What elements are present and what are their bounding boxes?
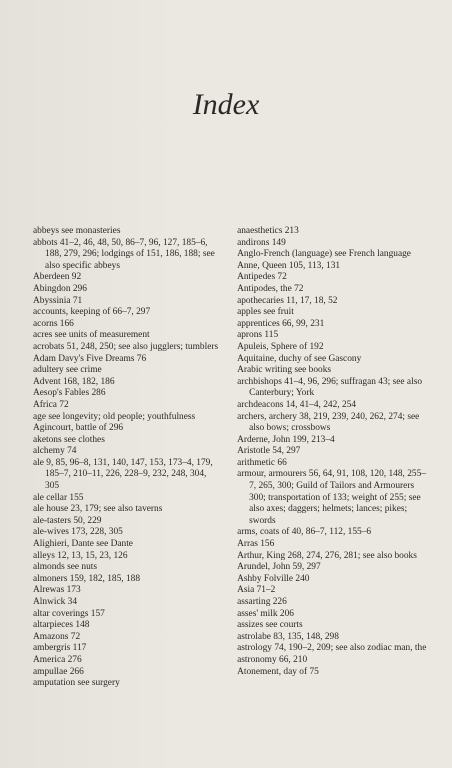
index-entry: astrology 74, 190–2, 209; see also zodiac man, the xyxy=(237,643,427,654)
index-entry: alchemy 74 xyxy=(33,446,77,457)
index-entry: age see longevity; old people; youthfulness xyxy=(33,411,196,422)
index-entry: adultery see crime xyxy=(33,365,102,376)
index-entry: Amazons 72 xyxy=(33,631,81,642)
index-column-left xyxy=(33,226,221,690)
index-entry: Adam Davy's Five Dreams 76 xyxy=(33,353,147,364)
index-entry: ale house 23, 179; see also taverns xyxy=(33,504,163,515)
index-entry: Arderne, John 199, 213–4 xyxy=(237,434,335,445)
index-entry: arms, coats of 40, 86–7, 112, 155–6 xyxy=(237,527,372,538)
index-entry: anaesthetics 213 xyxy=(237,226,299,236)
index-entry: aprons 115 xyxy=(237,330,279,341)
index-entry: apples see fruit xyxy=(237,307,294,318)
index-entry: amputation see surgery xyxy=(33,678,120,689)
index-entry: andirons 149 xyxy=(237,237,286,248)
index-entry: altar coverings 157 xyxy=(33,608,105,619)
index-entry: Antipodes, the 72 xyxy=(237,283,304,294)
index-columns xyxy=(33,226,433,690)
index-entry: archdeacons 14, 41–4, 242, 254 xyxy=(237,399,357,410)
index-entry: apothecaries 11, 17, 18, 52 xyxy=(237,295,338,306)
index-entry: Abyssinia 71 xyxy=(33,295,83,306)
index-entry: Arras 156 xyxy=(237,539,275,550)
index-entry: America 276 xyxy=(33,654,82,665)
index-entry: ale-tasters 50, 229 xyxy=(33,515,102,526)
index-entry: ale 9, 85, 96–8, 131, 140, 147, 153, 173–4, 179, 185–7, 210–11, 226, 228–9, 232, 248, 304, 305 xyxy=(33,457,213,492)
index-entry: Atonement, day of 75 xyxy=(237,666,319,677)
index-entry: archers, archery 38, 219, 239, 240, 262, 274; see also bows; crossbows xyxy=(237,411,420,434)
index-entry: acrobats 51, 248, 250; see also jugglers; tumblers xyxy=(33,341,219,352)
index-entry: altarpieces 148 xyxy=(33,620,90,631)
index-entry: assarting 226 xyxy=(237,597,287,607)
index-entry: ale-wives 173, 228, 305 xyxy=(33,527,123,538)
index-entry: Agincourt, battle of 296 xyxy=(33,423,124,434)
index-entry: Abingdon 296 xyxy=(33,283,87,294)
index-entry: Aesop's Fables 286 xyxy=(33,388,106,399)
index-entry: asses' milk 206 xyxy=(237,608,294,619)
index-entry: Aberdeen 92 xyxy=(33,272,82,283)
index-entry: armour, armourers 56, 64, 91, 108, 120, 148, 255–7, 265, 300; Guild of Tailors and Armourers 300; transportation of 133; weight of 255; see also axes; daggers; helmets; lances; pikes; swords xyxy=(237,469,426,526)
index-entry: ampullae 266 xyxy=(33,666,84,677)
index-entry: Alighieri, Dante see Dante xyxy=(33,539,133,550)
index-entry: Aristotle 54, 297 xyxy=(237,446,301,457)
index-entry: archbishops 41–4, 96, 296; suffragan 43; see also Canterbury; York xyxy=(237,376,423,399)
index-entry: Antipedes 72 xyxy=(237,272,287,283)
index-entry: Anne, Queen 105, 113, 131 xyxy=(237,260,341,271)
index-entry: acorns 166 xyxy=(33,318,74,329)
index-entry: aketons see clothes xyxy=(33,434,105,445)
index-entry: Arundel, John 59, 297 xyxy=(237,562,321,573)
index-entry: Ashby Folville 240 xyxy=(237,573,310,584)
index-entry: apprentices 66, 99, 231 xyxy=(237,318,325,329)
index-entry: Asia 71–2 xyxy=(237,585,276,596)
index-entry: Apuleis, Sphere of 192 xyxy=(237,341,324,352)
index-entry: abbots 41–2, 46, 48, 50, 86–7, 96, 127, 185–6, 188, 279, 296; lodgings of 151, 186, 188; see also specific abbeys xyxy=(33,237,215,271)
index-entry: almoners 159, 182, 185, 188 xyxy=(33,573,141,584)
index-entry: almonds see nuts xyxy=(33,562,98,573)
index-entry: arithmetic 66 xyxy=(237,457,287,468)
index-entry: astrolabe 83, 135, 148, 298 xyxy=(237,631,339,642)
index-entry: acres see units of measurement xyxy=(33,330,150,341)
index-entry: abbeys see monasteries xyxy=(33,226,121,236)
index-entry: accounts, keeping of 66–7, 297 xyxy=(33,307,151,318)
index-entry: Advent 168, 182, 186 xyxy=(33,376,115,387)
page-title: Index xyxy=(192,88,260,121)
index-entry: Anglo-French (language) see French language xyxy=(237,249,411,260)
index-entry: Alnwick 34 xyxy=(33,597,78,607)
index-entry: Arthur, King 268, 274, 276, 281; see also books xyxy=(237,550,417,561)
index-entry: Arabic writing see books xyxy=(237,365,332,376)
index-entry: ale cellar 155 xyxy=(33,492,84,503)
index-entry: Alrewas 173 xyxy=(33,585,81,596)
index-entry: assizes see courts xyxy=(237,620,303,631)
index-entry: alleys 12, 13, 15, 23, 126 xyxy=(33,550,128,561)
index-entry: astronomy 66, 210 xyxy=(237,654,308,665)
index-column-right xyxy=(237,226,433,690)
index-entry: Africa 72 xyxy=(33,399,69,410)
index-entry: ambergris 117 xyxy=(33,643,87,654)
index-entry: Aquitaine, duchy of see Gascony xyxy=(237,353,362,364)
